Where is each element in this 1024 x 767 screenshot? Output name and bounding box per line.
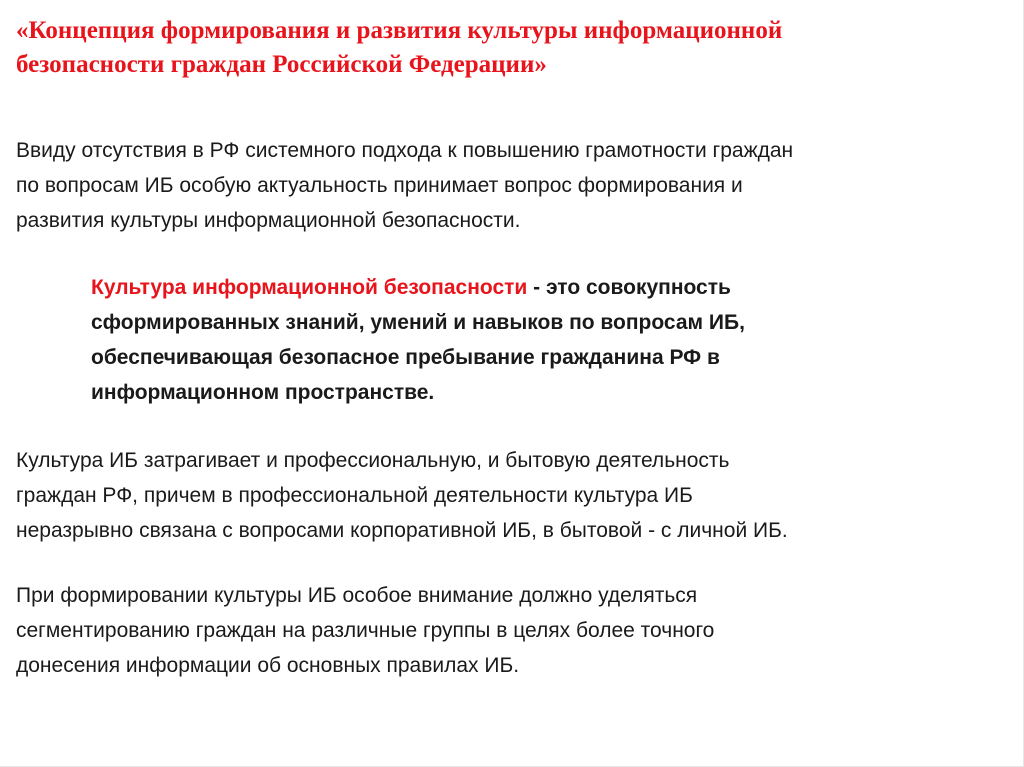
definition-line: информационном пространстве. — [91, 381, 435, 404]
definition-block — [91, 270, 991, 410]
paragraph-line: развития культуры информационной безопасности. — [16, 209, 521, 232]
slide-title — [16, 14, 1006, 82]
slide-title-line: безопасности граждан Российской Федерации» — [16, 51, 547, 78]
paragraph-line: При формировании культуры ИБ особое внимание должно уделяться — [16, 584, 698, 607]
paragraph-line: донесения информации об основных правилах ИБ. — [16, 654, 520, 677]
intro-paragraph — [16, 133, 1016, 238]
slide-title-line: «Концепция формирования и развития культуры информационной — [16, 17, 783, 44]
definition-text: - это совокупность — [527, 276, 731, 299]
paragraph-line: граждан РФ, причем в профессиональной деятельности культура ИБ — [16, 484, 693, 507]
paragraph-line: Культура ИБ затрагивает и профессиональную, и бытовую деятельность — [16, 449, 730, 472]
segmentation-paragraph — [16, 578, 1016, 683]
definition-line — [91, 270, 991, 305]
scope-paragraph — [16, 443, 1016, 548]
paragraph-line: Ввиду отсутствия в РФ системного подхода к повышению грамотности граждан — [16, 139, 794, 162]
paragraph-line: сегментированию граждан на различные группы в целях более точного — [16, 619, 715, 642]
paragraph-line: по вопросам ИБ особую актуальность принимает вопрос формирования и — [16, 174, 743, 197]
definition-line: обеспечивающая безопасное пребывание гражданина РФ в — [91, 346, 720, 369]
paragraph-line: неразрывно связана с вопросами корпоративной ИБ, в бытовой - с личной ИБ. — [16, 519, 788, 542]
definition-line: сформированных знаний, умений и навыков по вопросам ИБ, — [91, 311, 745, 334]
definition-term: Культура информационной безопасности — [91, 276, 528, 299]
